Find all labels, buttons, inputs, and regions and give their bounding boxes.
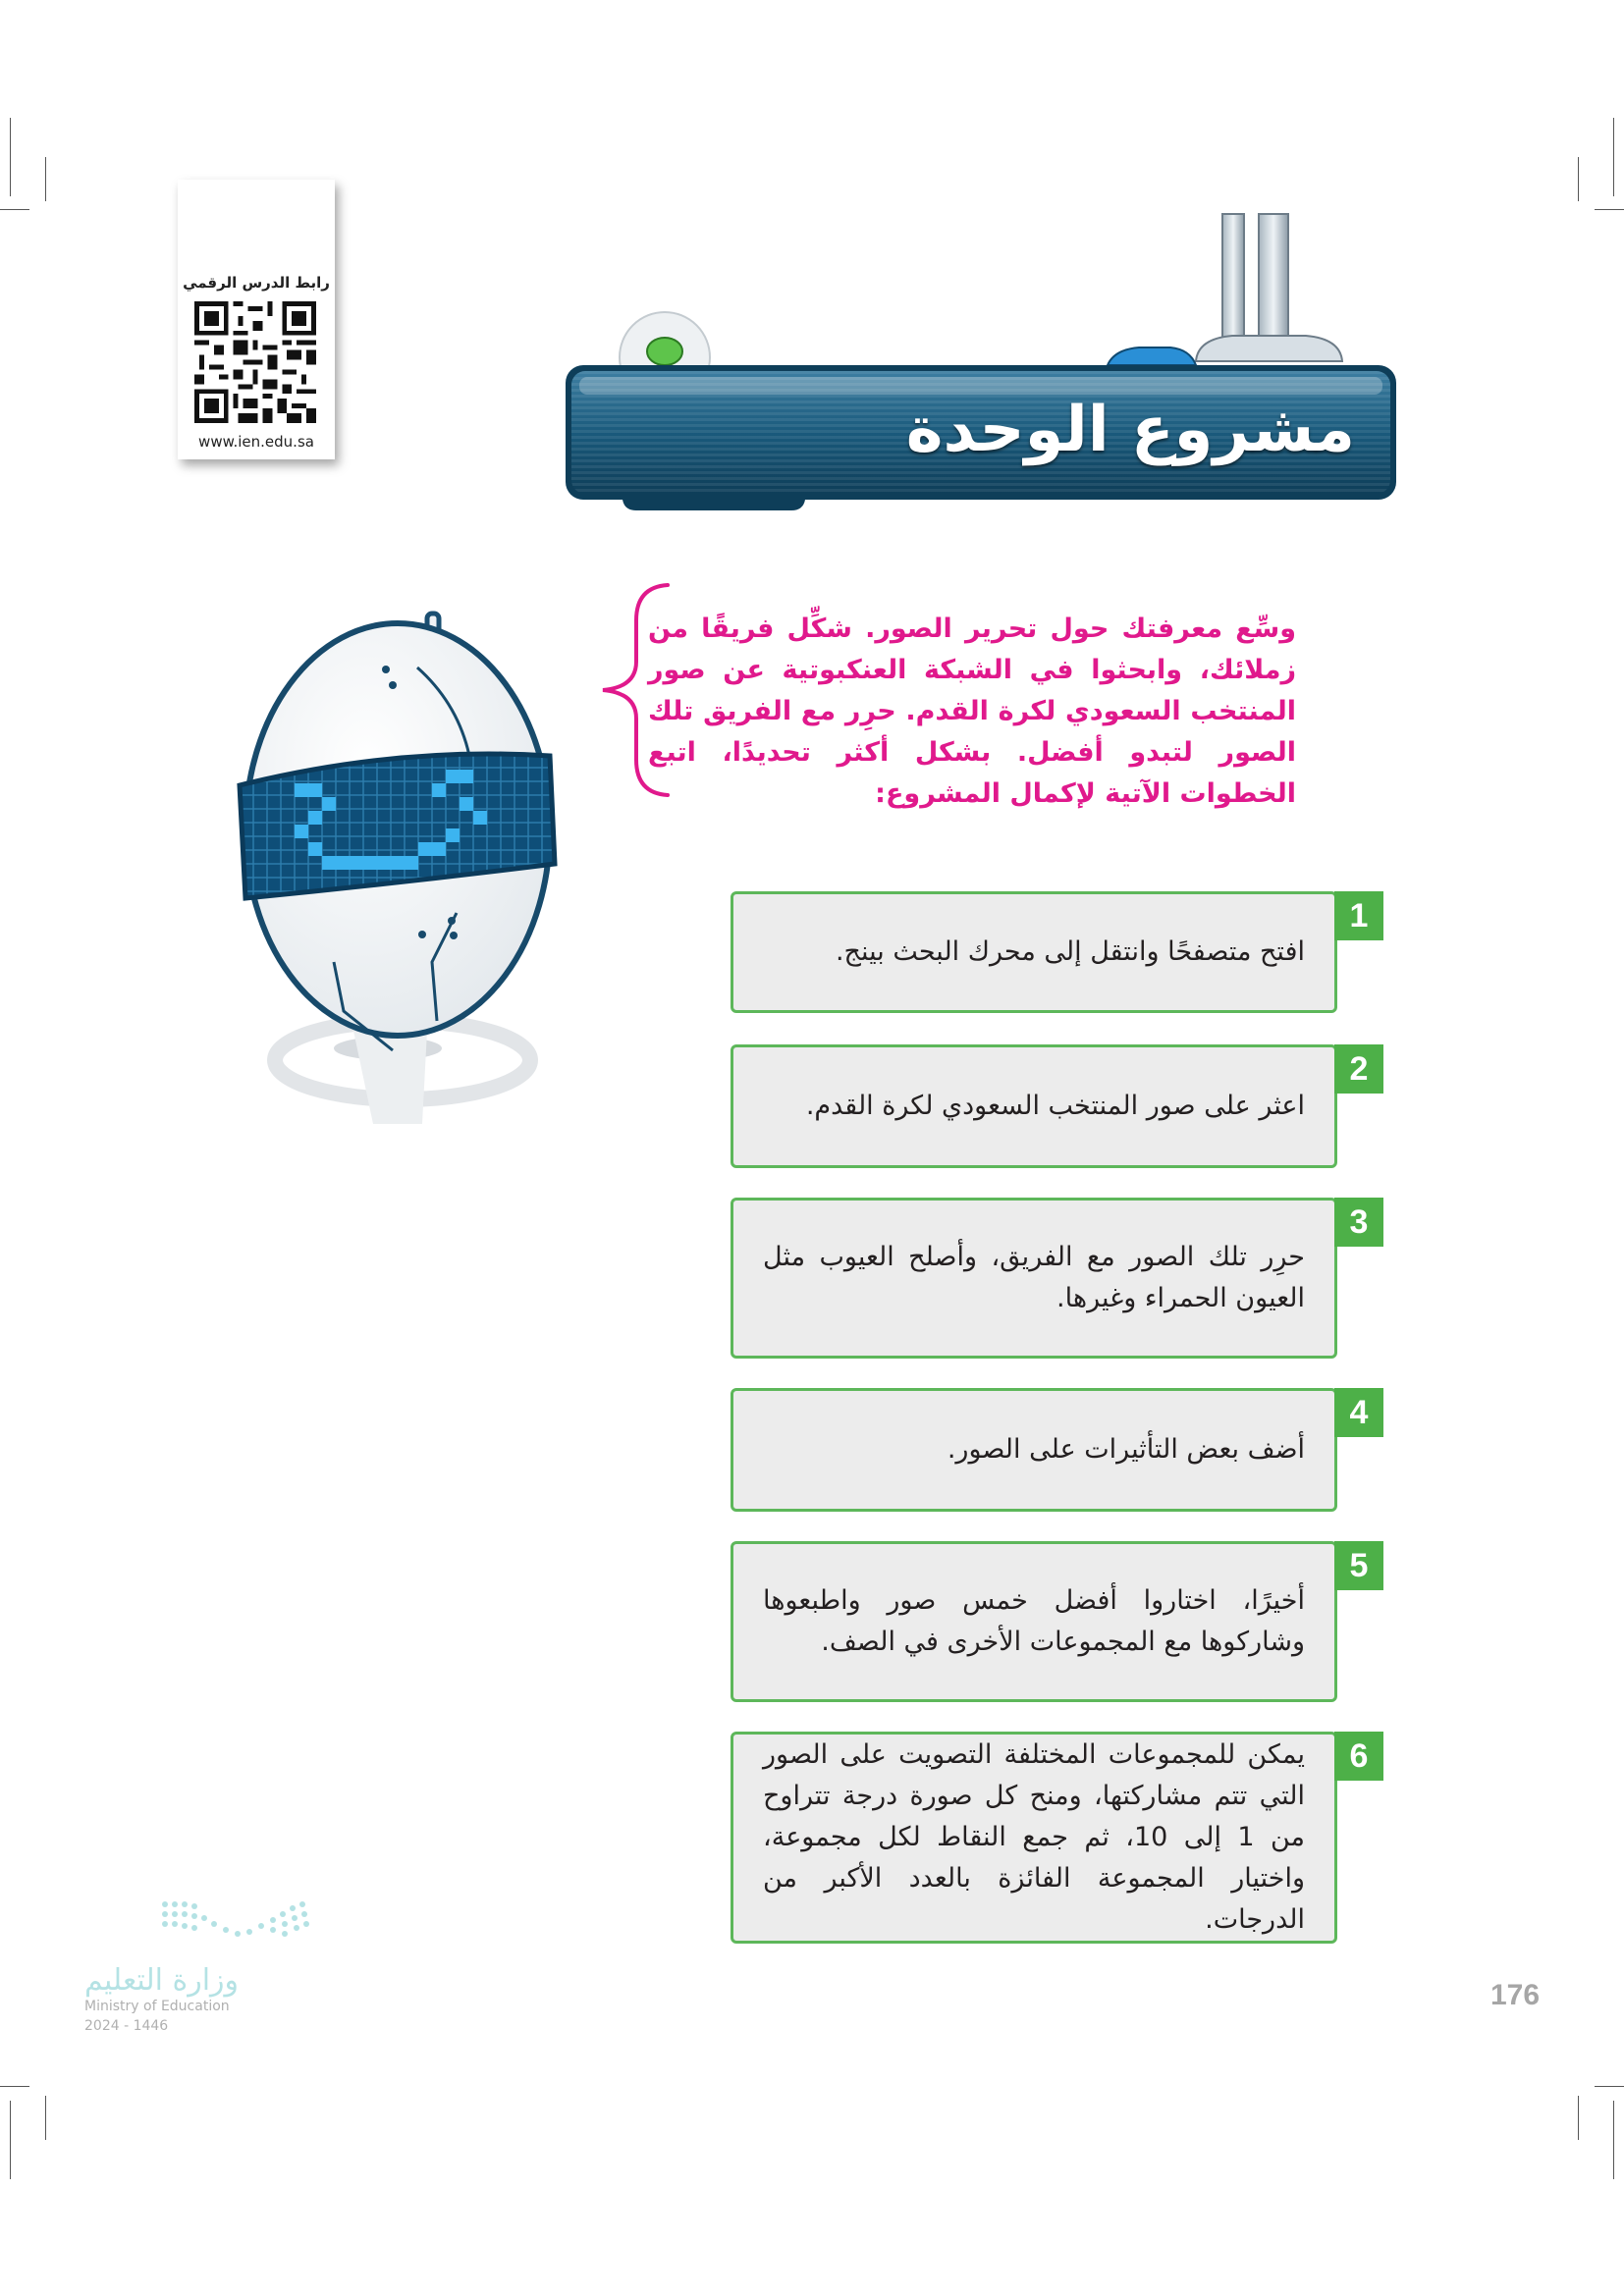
step-number: 2 <box>1334 1044 1383 1094</box>
step-card-3 <box>731 1198 1369 1359</box>
step-text: افتح متصفحًا وانتقل إلى محرك البحث بينج. <box>835 936 1305 967</box>
step-card-6 <box>731 1732 1369 1944</box>
edition-year: 2024 - 1446 <box>84 2018 169 2034</box>
page-title: مشروع الوحدة <box>905 394 1355 466</box>
intro-paragraph: وسِّع معرفتك حول تحرير الصور. شكِّل فريقًا من زملائك، وابحثوا في الشبكة العنكبوتية عن صور المنتخب السعودي لكرة القدم. حرِر مع الفريق تلك الصور لتبدو أفضل. بشكل أكثر تحديدًا، اتبع الخطوات الآتية لإكمال المشروع: <box>648 614 1296 809</box>
ministry-name-ar: وزارة التعليم <box>84 1963 240 1998</box>
step-number: 6 <box>1334 1732 1383 1781</box>
step-number: 1 <box>1334 891 1383 940</box>
step-text: يمكن للمجموعات المختلفة التصويت على الصور التي تتم مشاركتها، ومنح كل صورة درجة تتراوح من 1 إلى 10، ثم جمع النقاط لكل مجموعة، واختيار المجموعة الفائزة بالعدد الأكبر من الدرجات. <box>763 1739 1305 1935</box>
step-number: 5 <box>1334 1541 1383 1590</box>
step-text: اعثر على صور المنتخب السعودي لكرة القدم. <box>805 1091 1305 1121</box>
crop-mark <box>0 2086 29 2087</box>
step-text: أخيرًا، اختاروا أفضل خمس صور واطبعوها وشاركوها مع المجموعات الأخرى في الصف. <box>763 1585 1305 1657</box>
step-card-1 <box>731 891 1369 1013</box>
crop-mark <box>1613 2101 1614 2179</box>
step-text: أضف بعض التأثيرات على الصور. <box>947 1434 1305 1465</box>
green-light-icon <box>647 338 682 365</box>
robot-mascot <box>226 589 579 1139</box>
step-number: 4 <box>1334 1388 1383 1437</box>
ministry-logo-icon <box>157 1895 324 1953</box>
step-card-5 <box>731 1541 1369 1702</box>
crop-mark <box>1578 2096 1579 2140</box>
step-number: 3 <box>1334 1198 1383 1247</box>
crop-mark <box>45 2096 46 2140</box>
page-number: 176 <box>1490 1979 1541 2011</box>
qr-url[interactable]: www.ien.edu.sa <box>198 433 314 451</box>
qr-label: رابط الدرس الرقمي <box>183 274 330 292</box>
step-card-2 <box>731 1044 1369 1168</box>
step-card-4 <box>731 1388 1369 1512</box>
crop-mark <box>10 2101 11 2179</box>
ministry-name-en: Ministry of Education <box>84 1999 230 2014</box>
step-text: حرِر تلك الصور مع الفريق، وأصلح العيوب مثل العيون الحمراء وغيرها. <box>763 1242 1305 1313</box>
crop-mark <box>1595 2086 1624 2087</box>
